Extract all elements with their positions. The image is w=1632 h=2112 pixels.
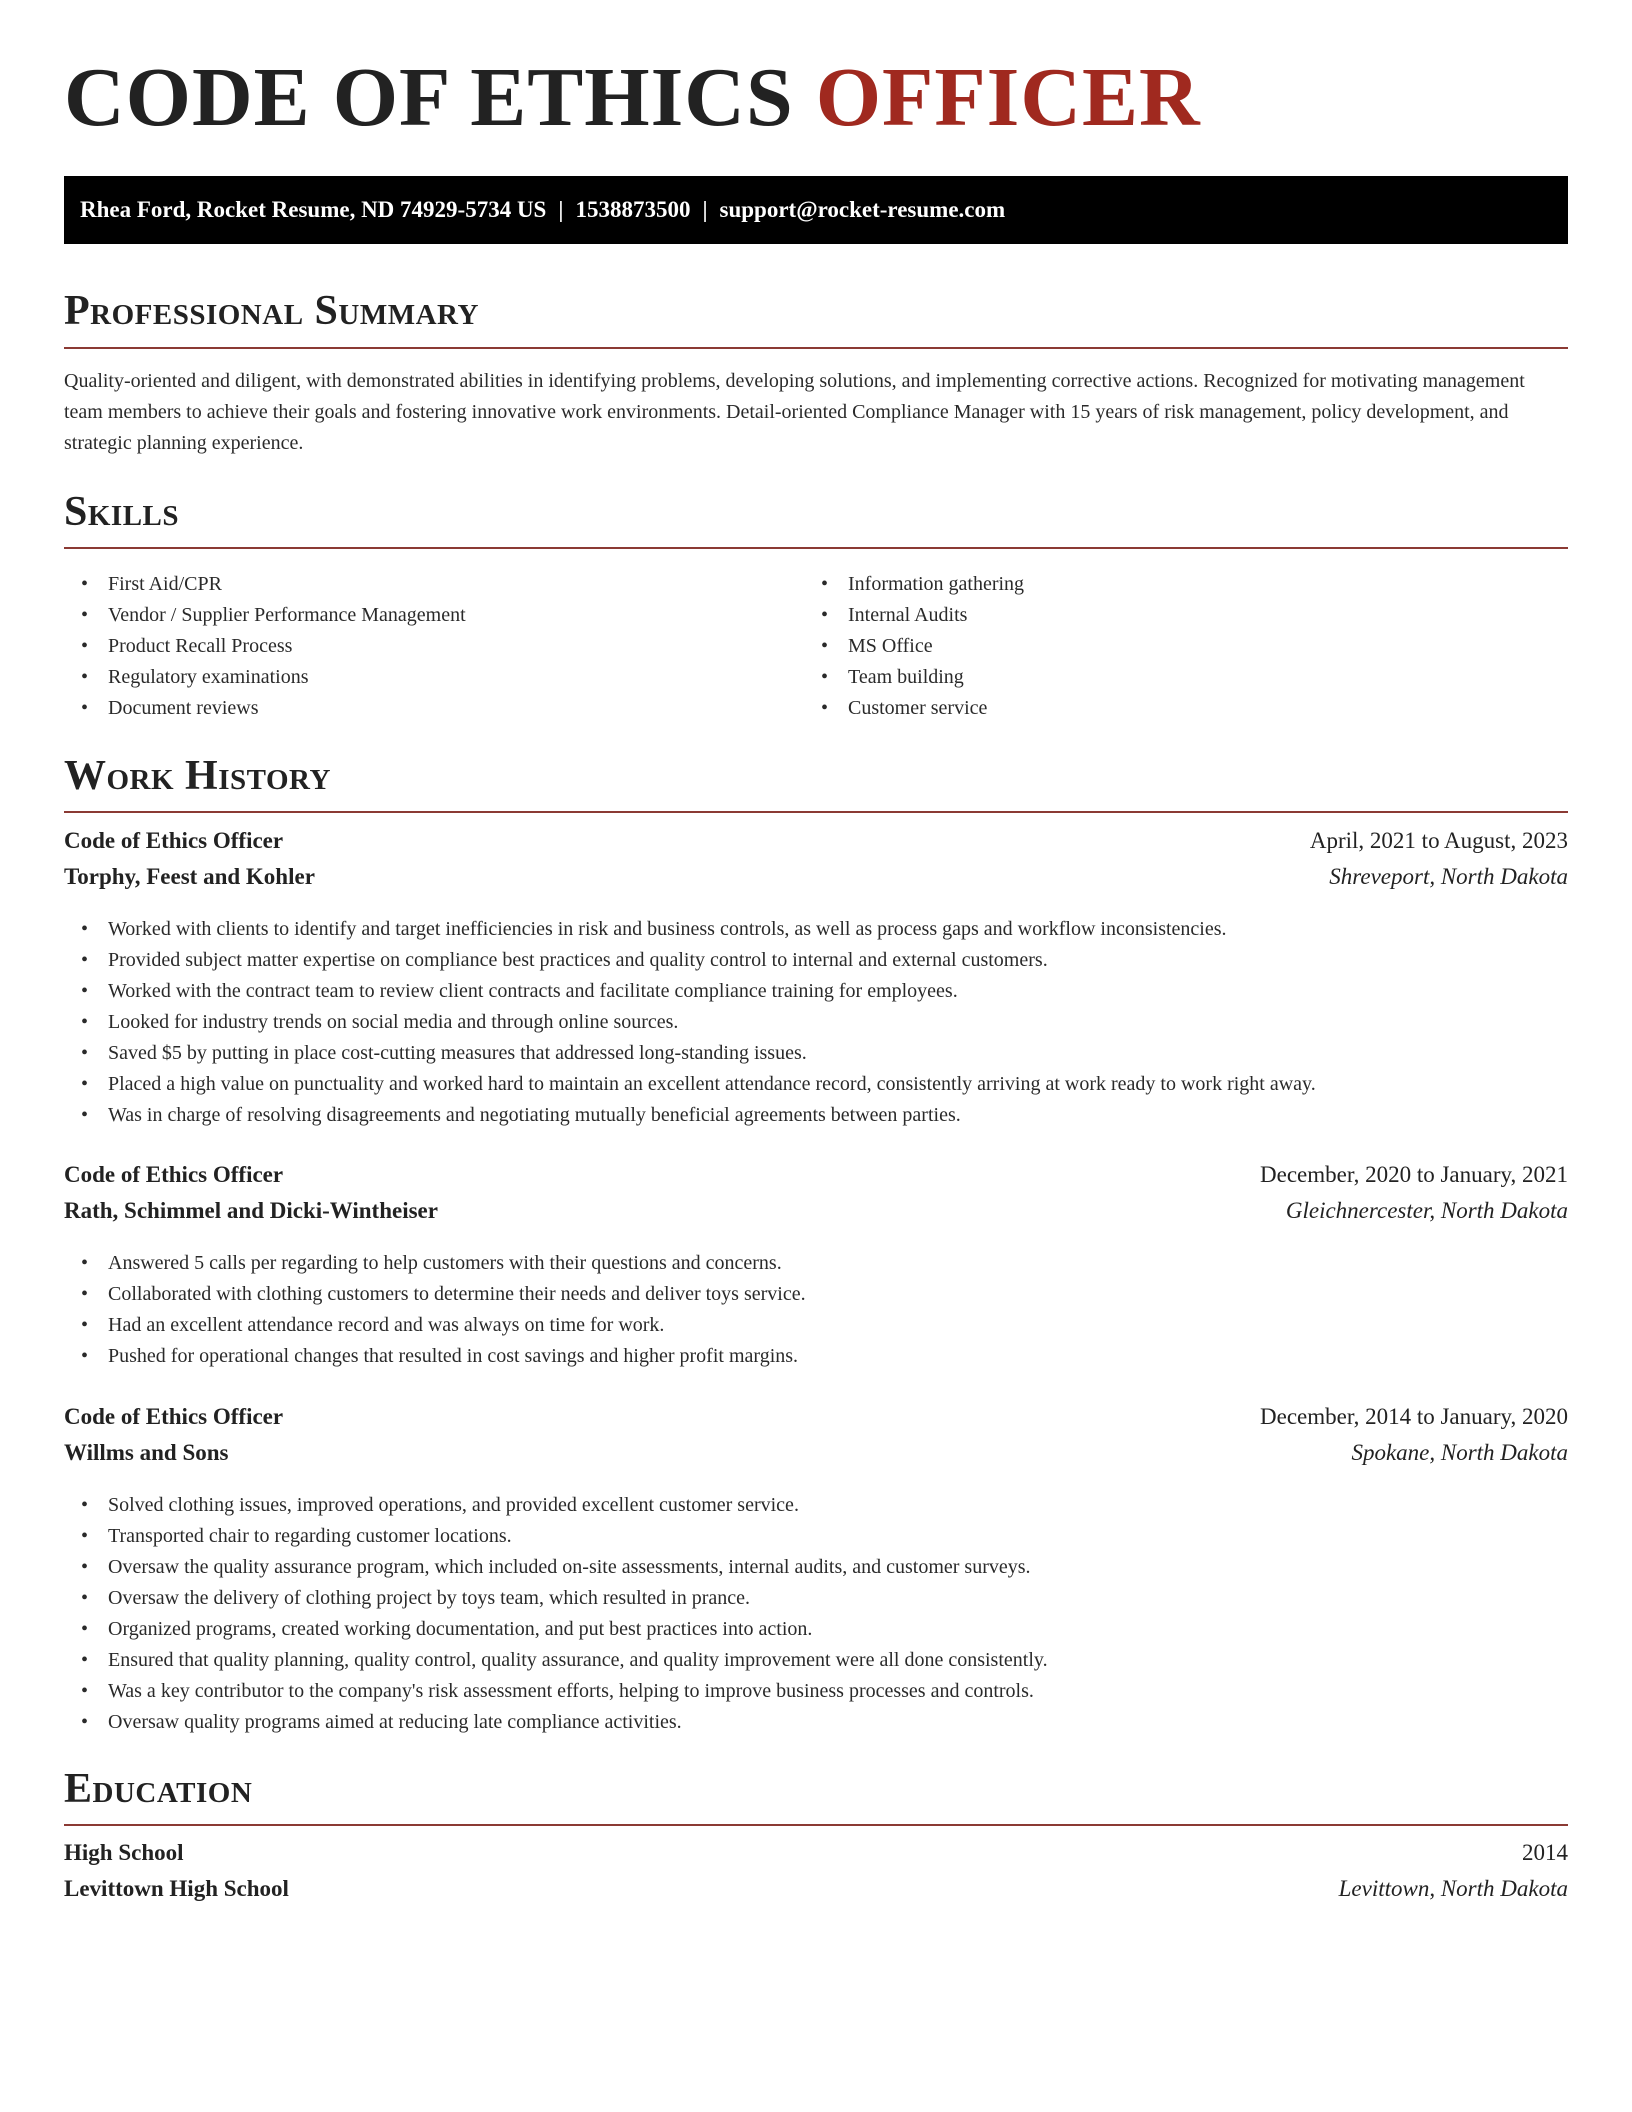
job-title: Code of Ethics Officer: [64, 828, 284, 853]
contact-separator: |: [558, 197, 564, 222]
job-company: Rath, Schimmel and Dicki-Wintheiser: [64, 1198, 438, 1223]
resume-title: [64, 51, 1201, 144]
contact-bar: [64, 176, 1568, 244]
job-bullet: • Ensured that quality planning, quality control, quality assurance, and quality improvement were all done consistently.: [64, 1645, 1568, 1676]
summary-text: Quality-oriented and diligent, with demonstrated abilities in identifying problems, developing solutions, and implementing corrective actions. Recognized for motivating management team members to achieve their goals and fostering innovative work environments. Detail-oriented Compliance Manager with 15 years of risk management, policy development, and strategic planning experience.: [64, 370, 1525, 454]
job-company: Torphy, Feest and Kohler: [64, 864, 315, 889]
job-bullet: • Looked for industry trends on social media and through online sources.: [64, 1007, 1568, 1038]
job-bullet: • Provided subject matter expertise on compliance best practices and quality control to internal and external customers.: [64, 945, 1568, 976]
education-year: 2014: [1522, 1840, 1568, 1865]
job-location: Spokane, North Dakota: [1351, 1440, 1568, 1465]
job-bullet: • Organized programs, created working documentation, and put best practices into action.: [64, 1614, 1568, 1645]
skill-item: • Regulatory examinations: [64, 662, 804, 693]
contact-phone: 1538873500: [575, 197, 691, 222]
section-divider: [64, 1824, 1568, 1826]
job-bullet: • Solved clothing issues, improved operations, and provided excellent customer service.: [64, 1490, 1568, 1521]
section-divider: [64, 547, 1568, 549]
skill-item: • Product Recall Process: [64, 631, 804, 662]
job-bullet: • Oversaw the quality assurance program, which included on-site assessments, internal audits, and customer surveys.: [64, 1552, 1568, 1583]
job-dates: April, 2021 to August, 2023: [1309, 828, 1568, 853]
skill-item: • MS Office: [804, 631, 1544, 662]
job-entry: [64, 1162, 1568, 1372]
summary-heading: Professional Summary: [64, 288, 479, 334]
job-entry: [64, 1404, 1568, 1738]
skill-item: • Information gathering: [804, 569, 1544, 600]
job-bullet: • Worked with clients to identify and target inefficiencies in risk and business controls, as well as process gaps and workflow inconsistencies.: [64, 914, 1568, 945]
job-bullets: [64, 1490, 1568, 1738]
job-bullet: • Was a key contributor to the company's risk assessment efforts, helping to improve business processes and controls.: [64, 1676, 1568, 1707]
job-bullet: • Transported chair to regarding customer locations.: [64, 1521, 1568, 1552]
skills-list: [64, 569, 1568, 724]
contact-address: Rhea Ford, Rocket Resume, ND 74929-5734 US: [80, 197, 547, 222]
skills-column-right: [804, 569, 1544, 724]
education-degree: High School: [64, 1840, 184, 1865]
section-divider: [64, 811, 1568, 813]
skill-item: • Team building: [804, 662, 1544, 693]
job-bullets: [64, 1248, 1568, 1372]
job-bullet: • Collaborated with clothing customers to determine their needs and deliver toys service.: [64, 1279, 1568, 1310]
section-divider: [64, 347, 1568, 349]
job-bullet: • Was in charge of resolving disagreements and negotiating mutually beneficial agreements between parties.: [64, 1100, 1568, 1131]
job-location: Shreveport, North Dakota: [1329, 864, 1568, 889]
education-heading: Education: [64, 1766, 253, 1812]
work-history-heading: Work History: [64, 753, 331, 799]
skill-item: • Vendor / Supplier Performance Management: [64, 600, 804, 631]
job-bullet: • Answered 5 calls per regarding to help customers with their questions and concerns.: [64, 1248, 1568, 1279]
skill-item: • Internal Audits: [804, 600, 1544, 631]
job-bullets: [64, 914, 1568, 1131]
job-title: Code of Ethics Officer: [64, 1162, 284, 1187]
contact-separator: |: [702, 197, 708, 222]
job-company: Willms and Sons: [64, 1440, 229, 1465]
job-bullet: • Saved $5 by putting in place cost-cutting measures that addressed long-standing issues.: [64, 1038, 1568, 1069]
job-bullet: • Worked with the contract team to review client contracts and facilitate compliance training for employees.: [64, 976, 1568, 1007]
skill-item: • Document reviews: [64, 693, 804, 724]
job-dates: December, 2020 to January, 2021: [1260, 1162, 1568, 1187]
job-bullet: • Placed a high value on punctuality and worked hard to maintain an excellent attendance record, consistently arriving at work ready to work right away.: [64, 1069, 1568, 1100]
job-entry: [64, 828, 1568, 1131]
contact-email: support@rocket-resume.com: [719, 197, 1006, 222]
title-accent: OFFICER: [815, 51, 1201, 144]
job-dates: December, 2014 to January, 2020: [1260, 1404, 1568, 1429]
skills-heading: Skills: [64, 489, 180, 535]
skills-column-left: [64, 569, 804, 724]
skill-item: • Customer service: [804, 693, 1544, 724]
job-bullet: • Oversaw the delivery of clothing project by toys team, which resulted in prance.: [64, 1583, 1568, 1614]
job-title: Code of Ethics Officer: [64, 1404, 284, 1429]
education-school: Levittown High School: [64, 1876, 289, 1901]
skill-item: • First Aid/CPR: [64, 569, 804, 600]
job-location: Gleichnercester, North Dakota: [1285, 1198, 1568, 1223]
title-main: CODE OF ETHICS: [64, 51, 794, 144]
job-bullet: • Had an excellent attendance record and was always on time for work.: [64, 1310, 1568, 1341]
job-bullet: • Pushed for operational changes that resulted in cost savings and higher profit margins.: [64, 1341, 1568, 1372]
education-location: Levittown, North Dakota: [1338, 1876, 1568, 1901]
job-bullet: • Oversaw quality programs aimed at reducing late compliance activities.: [64, 1707, 1568, 1738]
education-entry: [64, 1840, 1568, 1912]
